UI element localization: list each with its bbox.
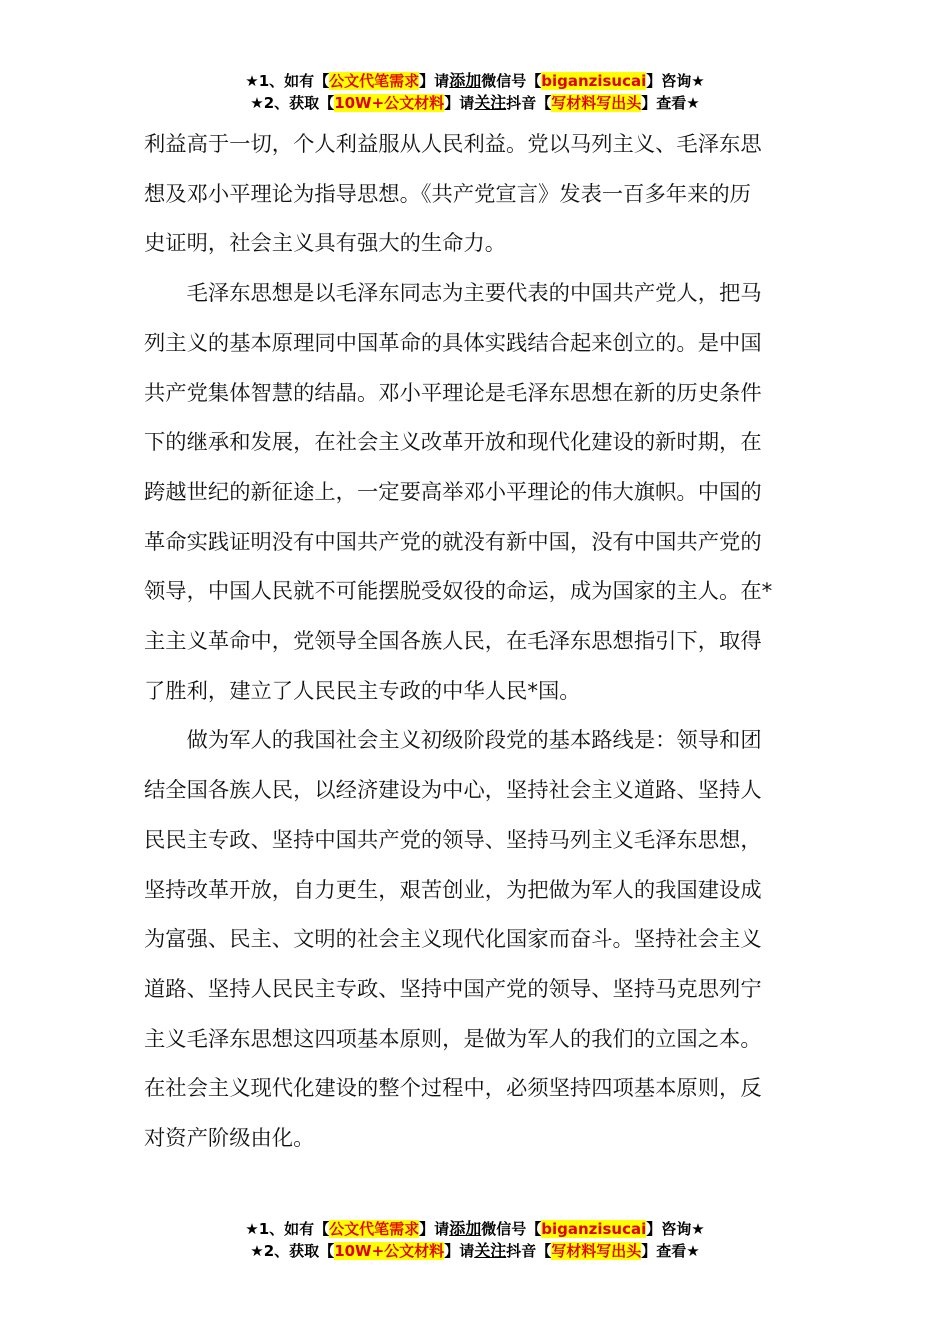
text-line: 了胜利，建立了人民民主专政的中华人民*国。: [144, 678, 581, 704]
text-line: 革命实践证明没有中国共产党的就没有新中国，没有中国共产党的: [144, 529, 762, 555]
banner-text: 】请: [419, 72, 450, 90]
text-line: 主主义革命中，党领导全国各族人民，在毛泽东思想指引下，取得: [144, 629, 762, 655]
text-line: 民民主专政、坚持中国共产党的领导、坚持马列主义毛泽东思想，: [144, 827, 762, 853]
banner-underline-follow: 关注: [474, 93, 507, 112]
banner-text: 】请: [419, 1220, 450, 1238]
paragraph-1: [144, 120, 804, 269]
banner-line-2: [0, 92, 950, 114]
banner-line-2: [0, 1240, 950, 1262]
banner-text: ★2、获取【: [250, 94, 335, 112]
banner-highlight-service: 公文代笔需求: [329, 1220, 420, 1238]
banner-highlight-wechat-id: biganzisucai: [541, 72, 647, 90]
banner-text: ★1、如有【: [245, 72, 330, 90]
banner-text: 抖音【: [506, 1242, 552, 1260]
header-banner: [0, 70, 950, 114]
banner-highlight-service: 公文代笔需求: [329, 72, 420, 90]
banner-text: ★1、如有【: [245, 1220, 330, 1238]
text-line: 主义毛泽东思想这四项基本原则，是做为军人的我们的立国之本。: [144, 1026, 762, 1052]
banner-underline-follow: 关注: [474, 1241, 507, 1260]
banner-highlight-douyin: 写材料写出头: [551, 94, 642, 112]
footer-banner: [0, 1218, 950, 1262]
text-line: 为富强、民主、文明的社会主义现代化国家而奋斗。坚持社会主义: [144, 927, 762, 953]
banner-underline-add: 添加: [449, 71, 482, 90]
banner-highlight-wechat-id: biganzisucai: [541, 1220, 647, 1238]
article-body: [144, 120, 804, 1164]
banner-text: 】查看★: [641, 1242, 700, 1260]
banner-line-1: [0, 70, 950, 92]
banner-text: 】查看★: [641, 94, 700, 112]
text-line: 跨越世纪的新征途上，一定要高举邓小平理论的伟大旗帜。中国的: [144, 479, 762, 505]
text-line: 道路、坚持人民民主专政、坚持中国产党的领导、坚持马克思列宁: [144, 976, 762, 1002]
text-line: 列主义的基本原理同中国革命的具体实践结合起来创立的。是中国: [144, 330, 762, 356]
banner-highlight-materials: 10W+公文材料: [334, 94, 445, 112]
banner-line-1: [0, 1218, 950, 1240]
banner-text: 】请: [444, 94, 475, 112]
text-line: 想及邓小平理论为指导思想。《共产党宣言》发表一百多年来的历: [144, 181, 751, 207]
paragraph-3: [144, 716, 804, 1163]
text-line: 毛泽东思想是以毛泽东同志为主要代表的中国共产党人，把马: [144, 281, 762, 307]
paragraph-2: [144, 269, 804, 716]
text-line: 在社会主义现代化建设的整个过程中，必须坚持四项基本原则，反: [144, 1076, 762, 1102]
banner-text: 微信号【: [481, 72, 542, 90]
text-line: 对资产阶级由化。: [144, 1126, 315, 1152]
text-line: 领导，中国人民就不可能摆脱受奴役的命运，成为国家的主人。在*: [144, 579, 773, 605]
text-line: 坚持改革开放，自力更生，艰苦创业，为把做为军人的我国建设成: [144, 877, 762, 903]
banner-text: 微信号【: [481, 1220, 542, 1238]
text-line: 下的继承和发展，在社会主义改革开放和现代化建设的新时期，在: [144, 430, 762, 456]
banner-text: 】请: [444, 1242, 475, 1260]
banner-text: 】咨询★: [646, 1220, 705, 1238]
text-line: 史证明，社会主义具有强大的生命力。: [144, 231, 507, 257]
banner-text: 】咨询★: [646, 72, 705, 90]
text-line: 共产党集体智慧的结晶。邓小平理论是毛泽东思想在新的历史条件: [144, 380, 762, 406]
banner-text: 抖音【: [506, 94, 552, 112]
text-line: 做为军人的我国社会主义初级阶段党的基本路线是：领导和团: [144, 728, 762, 754]
banner-highlight-materials: 10W+公文材料: [334, 1242, 445, 1260]
banner-highlight-douyin: 写材料写出头: [551, 1242, 642, 1260]
text-line: 结全国各族人民，以经济建设为中心，坚持社会主义道路、坚持人: [144, 778, 762, 804]
banner-text: ★2、获取【: [250, 1242, 335, 1260]
text-line: 利益高于一切，个人利益服从人民利益。党以马列主义、毛泽东思: [144, 132, 762, 157]
banner-underline-add: 添加: [449, 1219, 482, 1238]
